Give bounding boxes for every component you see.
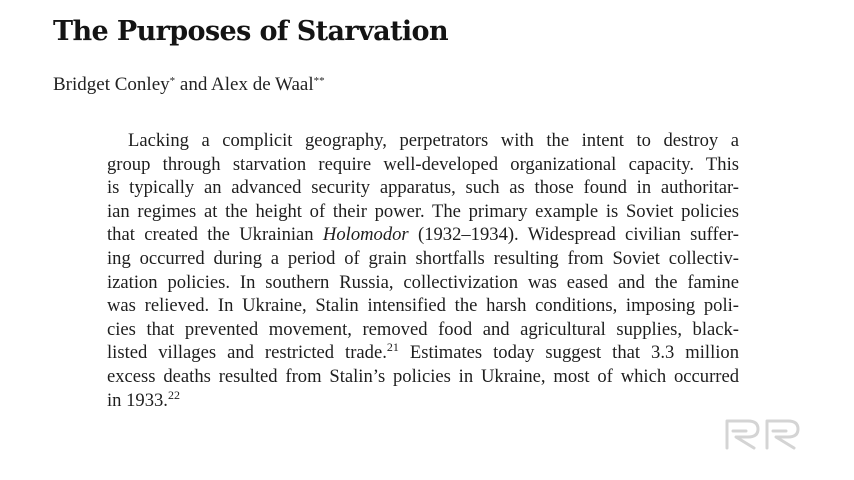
author-name: Alex de Waal <box>211 74 314 95</box>
quote-italic-term: Holomodor <box>322 224 409 246</box>
footnote-reference: 22 <box>167 387 180 402</box>
quote-text: in 1933. <box>107 389 168 411</box>
quote-line: group through starvation require well-developed organizational capacity. This <box>107 153 739 175</box>
quote-line: ing occurred during a period of grain shortfalls resulting from Soviet collectiv- <box>107 247 739 269</box>
quote-line <box>107 341 739 365</box>
author-connector: and <box>175 74 212 95</box>
quote-line: ization policies. In southern Russia, collectivization was eased and the famine <box>107 271 739 293</box>
block-quote <box>107 129 739 412</box>
page-title: The Purposes of Starvation <box>53 16 448 47</box>
rr-logo-icon <box>724 417 806 451</box>
author-footnote-mark: * <box>169 75 176 87</box>
quote-line: Lacking a complicit geography, perpetrators with the intent to destroy a <box>128 130 739 151</box>
author-footnote-mark: ** <box>313 75 325 87</box>
quote-text: listed villages and restricted trade. <box>107 342 387 364</box>
quote-line: ian regimes at the height of their power. The primary example is Soviet policies <box>107 200 739 222</box>
quote-line: is typically an advanced security apparatus, such as those found in authoritar- <box>107 177 739 199</box>
quote-text: Estimates today suggest that 3.3 million <box>398 342 739 364</box>
quote-text: that created the Ukrainian <box>107 224 323 246</box>
quote-line: cies that prevented movement, removed food and agricultural supplies, black- <box>107 318 739 340</box>
quote-line: excess deaths resulted from Stalin’s policies in Ukraine, most of which occurred <box>107 365 739 387</box>
quote-text: (1932–1934). Widespread civilian suffer- <box>408 224 739 246</box>
quote-line <box>107 389 739 413</box>
author-line <box>53 74 325 96</box>
quote-line <box>107 223 739 247</box>
quote-line: was relieved. In Ukraine, Stalin intensified the harsh conditions, imposing poli- <box>107 295 739 317</box>
footnote-reference: 21 <box>386 340 399 355</box>
author-name: Bridget Conley <box>53 74 170 95</box>
